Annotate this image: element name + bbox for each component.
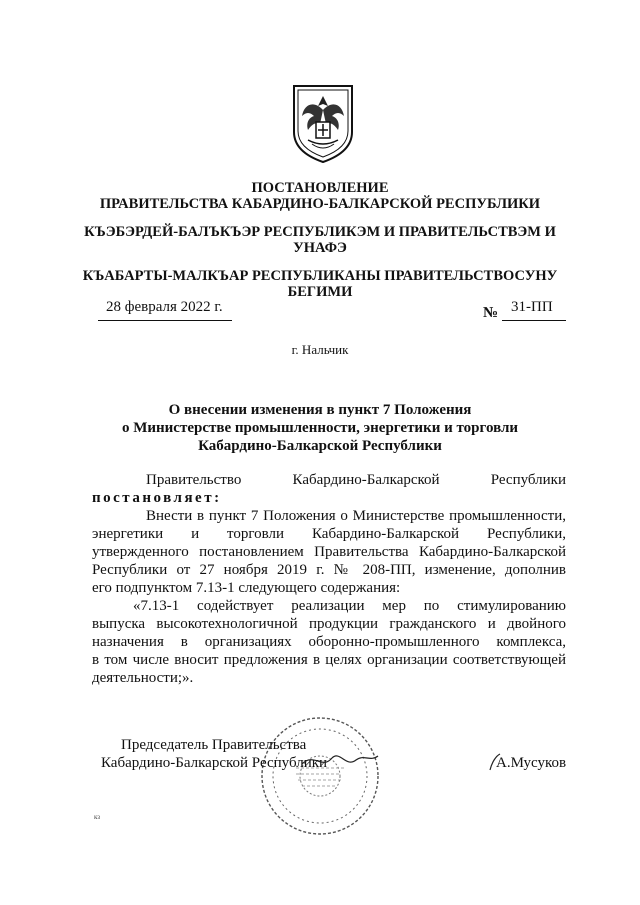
signature-initial-mark [488,752,504,772]
preamble-word-government: Правительство [146,472,242,488]
coat-of-arms-emblem [290,82,356,164]
kabardian-heading-line2: УНАФЭ [293,240,347,256]
date-underline [98,320,232,321]
decrees-word: постановляет: [92,490,222,506]
signatory-title-line1: Председатель Правительства [121,737,307,753]
amendment-line3: назначения в организациях оборонно-промышленного комплекса, [92,634,566,650]
document-date: 28 февраля 2022 г. [106,299,223,315]
clause-word-kbr: Кабардино-Балкарской [311,526,460,542]
signatory-name: А.Мусуков [496,755,567,771]
clause-line3: утвержденного постановлением Правительства Кабардино-Балкарской [92,544,566,560]
kabardian-heading-line1: КЪЭБЭРДЕЙ-БАЛЪКЪЭР РЕСПУБЛИКЭМ И ПРАВИТЕЛЬСТВЭМ И [84,224,556,240]
balkar-heading-line2: БЕГИМИ [287,284,353,300]
clause-line2 [92,525,566,544]
number-sign: № [483,305,499,321]
government-heading: ПРАВИТЕЛЬСТВА КАБАРДИНО-БАЛКАРСКОЙ РЕСПУБЛИКИ [99,196,541,212]
title-line1: О внесении изменения в пункт 7 Положения [168,402,472,418]
preamble-word-kbr: Кабардино-Балкарской [292,472,440,488]
title-line3: Кабардино-Балкарской Республики [198,438,442,454]
clause-word-republic: Республики, [486,526,566,542]
preamble-word-republic: Республики [490,472,566,488]
amendment-line4: в том числе вносит предложения в целях организации соответствующей [92,652,566,668]
preamble-line1 [146,471,566,490]
handwritten-signature [300,748,380,772]
amendment-line1: «7.13-1 содействует реализации мер по стимулированию [133,598,566,614]
amendment-line5: деятельности;». [92,670,194,686]
clause-word-energy: энергетики [92,526,164,542]
number-underline [502,320,566,321]
title-line2: о Министерстве промышленности, энергетики и торговли [121,420,519,436]
footer-mark: кз [94,813,101,821]
clause-word-and: и [191,526,200,542]
doc-type-heading: ПОСТАНОВЛЕНИЕ [251,180,389,196]
city-label: г. Нальчик [291,342,349,357]
balkar-heading-line1: КЪАБАРТЫ-МАЛКЪАР РЕСПУБЛИКАНЫ ПРАВИТЕЛЬСТВОСУНУ [82,268,558,284]
clause-line5: его подпунктом 7.13-1 следующего содержания: [92,580,401,596]
clause-line1: Внести в пункт 7 Положения о Министерстве промышленности, [146,508,566,524]
clause-line4: Республики от 27 ноября 2019 г. № 208-ПП, изменение, дополнив [92,562,566,578]
official-seal-stamp [256,712,384,840]
document-number: 31-ПП [511,299,553,315]
clause-word-trade: торговли [227,526,285,542]
amendment-line2: выпуска высокотехнологичной продукции гражданского и двойного [92,616,566,632]
signatory-title-line2: Кабардино-Балкарской Республики [101,755,328,771]
